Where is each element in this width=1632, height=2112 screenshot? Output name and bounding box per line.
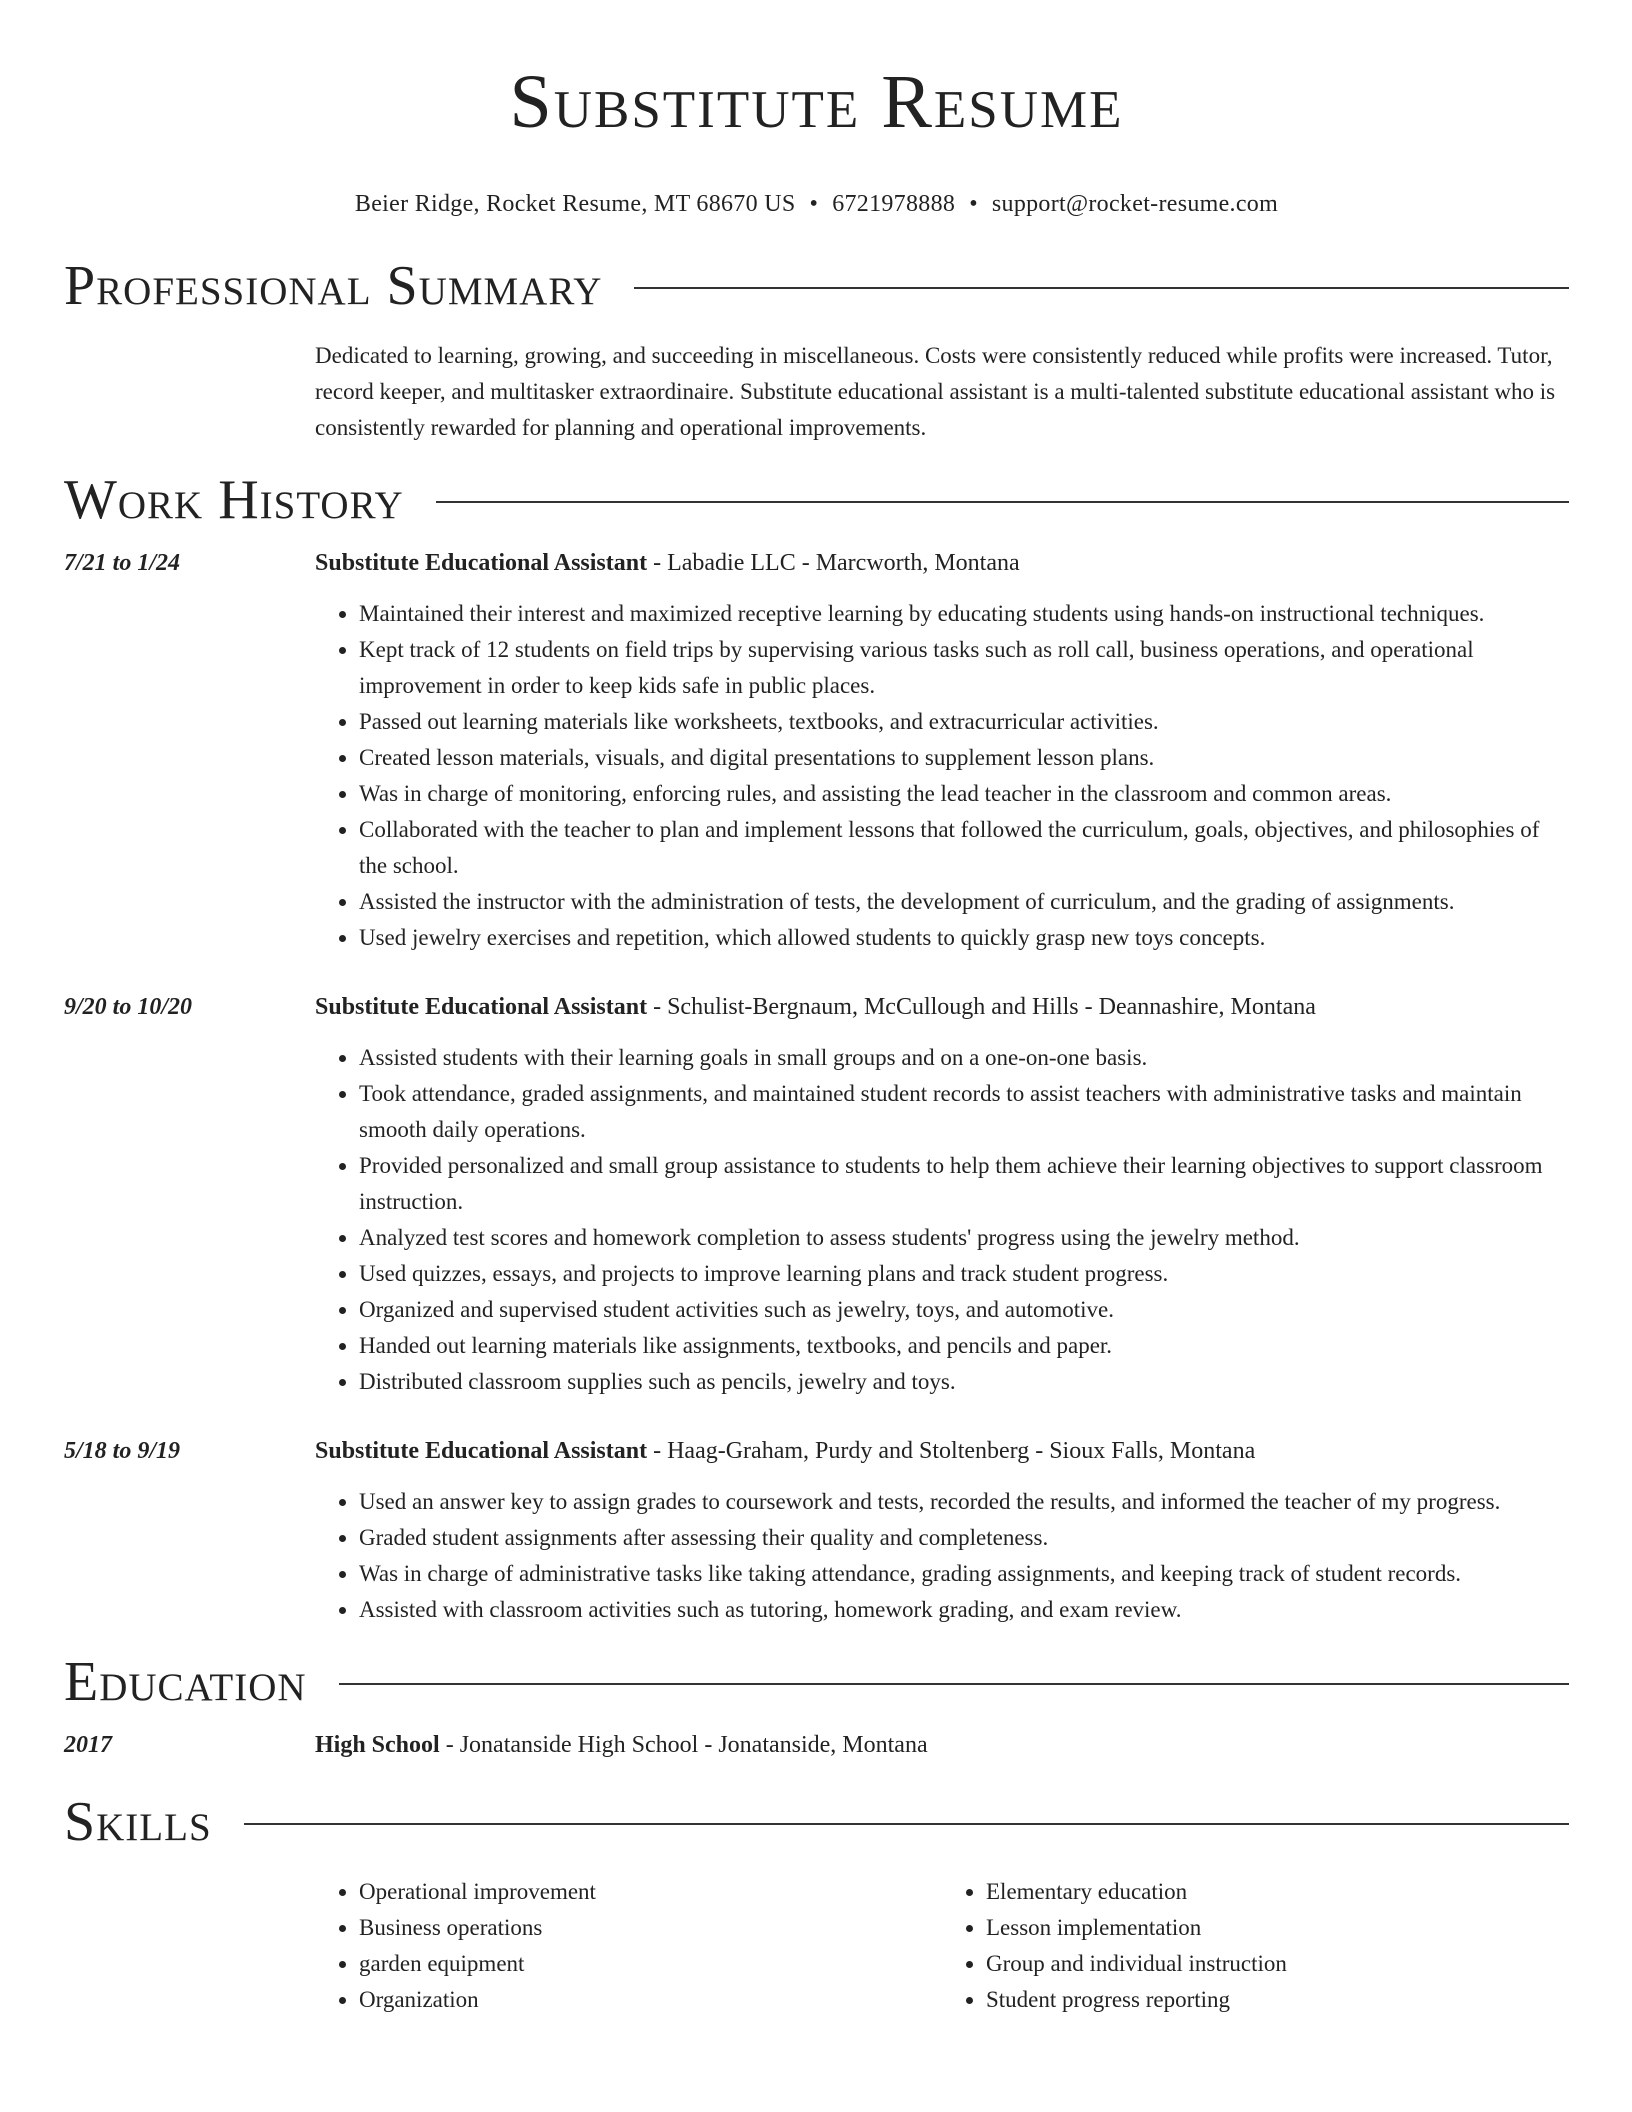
section-heading: Skills [64,1790,212,1853]
job-bullet: • Provided personalized and small group assistance to students to help them achieve their learning objectives to support classroom instruction. [359,1148,1569,1220]
job-entry [64,546,1569,956]
job-dates: 5/18 to 9/19 [64,1437,181,1464]
skill-item: • Group and individual instruction [986,1946,1569,1982]
summary-text: Dedicated to learning, growing, and succeeding in miscellaneous. Costs were consistently reduced while profits were increased. Tutor, record keeper, and multitasker extraordinaire. Substitute educational assistant is a multi-talented substitute educational assistant who is consistently rewarded for planning and operational improvements. [315,342,1556,440]
job-bullet: • Distributed classroom supplies such as pencils, jewelry and toys. [359,1364,1569,1400]
job-bullet: • Was in charge of administrative tasks like taking attendance, grading assignments, and keeping track of student records. [359,1556,1569,1592]
job-entry [64,990,1569,1400]
skill-item: • Operational improvement [359,1874,942,1910]
skills-list [315,1874,1569,2018]
job-bullet: • Assisted the instructor with the administration of tests, the development of curriculum, and the grading of assignments. [359,884,1569,920]
job-bullet: • Took attendance, graded assignments, and maintained student records to assist teachers with administrative tasks and maintain smooth daily operations. [359,1076,1569,1148]
job-heading [315,546,1569,580]
section-header-education [64,1652,1569,1712]
contact-line [64,191,1569,218]
job-bullet: • Handed out learning materials like assignments, textbooks, and pencils and paper. [359,1328,1569,1364]
job-bullets [315,1040,1569,1400]
section-heading: Professional Summary [64,254,603,317]
education-entry [64,1728,1569,1762]
resume-title: Substitute Resume [509,60,1124,144]
skills-column-left [315,1874,942,2018]
section-header-summary [64,256,1569,316]
contact-separator: • [969,190,978,217]
job-bullet: • Passed out learning materials like worksheets, textbooks, and extracurricular activities. [359,704,1569,740]
contact-phone: 6721978888 [832,190,956,217]
job-bullet: • Assisted with classroom activities such as tutoring, homework grading, and exam review. [359,1592,1569,1628]
section-divider [436,501,1569,503]
skill-item: • Elementary education [986,1874,1569,1910]
job-dates: 7/21 to 1/24 [64,549,181,576]
section-divider [244,1823,1569,1825]
contact-separator: • [809,190,819,217]
job-bullet: • Was in charge of monitoring, enforcing rules, and assisting the lead teacher in the classroom and common areas. [359,776,1569,812]
contact-email: support@rocket-resume.com [991,190,1279,217]
skills-column-right [942,1874,1569,2018]
job-title: Substitute Educational Assistant [315,549,648,576]
job-bullet: • Graded student assignments after assessing their quality and completeness. [359,1520,1569,1556]
job-title: Substitute Educational Assistant [315,993,648,1020]
job-content [315,546,1569,956]
job-heading [315,1434,1569,1468]
skill-item: • Lesson implementation [986,1910,1569,1946]
job-bullet: • Kept track of 12 students on field trips by supervising various tasks such as roll call, business operations, and operational improvement in order to keep kids safe in public places. [359,632,1569,704]
job-employer: - Labadie LLC - Marcworth, Montana [647,549,1020,576]
job-bullet: • Assisted students with their learning goals in small groups and on a one-on-one basis. [359,1040,1569,1076]
section-heading: Work History [64,468,404,531]
job-employer: - Schulist-Bergnaum, McCullough and Hills - Deannashire, Montana [647,993,1316,1020]
job-bullet: • Used an answer key to assign grades to coursework and tests, recorded the results, and informed the teacher of my progress. [359,1484,1569,1520]
skill-item: • Business operations [359,1910,942,1946]
contact-address: Beier Ridge, Rocket Resume, MT 68670 US [354,190,796,217]
job-bullet: • Created lesson materials, visuals, and digital presentations to supplement lesson plans. [359,740,1569,776]
job-bullet: • Collaborated with the teacher to plan and implement lessons that followed the curriculum, goals, objectives, and philosophies of the school. [359,812,1569,884]
job-title: Substitute Educational Assistant [315,1437,648,1464]
job-bullet: • Analyzed test scores and homework completion to assess students' progress using the jewelry method. [359,1220,1569,1256]
job-entry [64,1434,1569,1628]
section-divider [634,287,1569,289]
section-header-skills [64,1792,1569,1852]
job-heading [315,990,1569,1024]
job-bullets [315,596,1569,956]
job-dates: 9/20 to 10/20 [64,993,193,1020]
section-heading: Education [64,1650,307,1713]
job-bullet: • Organized and supervised student activities such as jewelry, toys, and automotive. [359,1292,1569,1328]
job-bullet: • Used quizzes, essays, and projects to improve learning plans and track student progress. [359,1256,1569,1292]
section-header-work [64,470,1569,530]
job-bullet: • Used jewelry exercises and repetition, which allowed students to quickly grasp new toys concepts. [359,920,1569,956]
education-year: 2017 [64,1731,112,1758]
education-school: - Jonatanside High School - Jonatanside, Montana [439,1731,928,1758]
job-bullet: • Maintained their interest and maximized receptive learning by educating students using hands-on instructional techniques. [359,596,1569,632]
job-employer: - Haag-Graham, Purdy and Stoltenberg - Sioux Falls, Montana [647,1437,1256,1464]
skill-item: • Student progress reporting [986,1982,1569,2018]
skill-item: • garden equipment [359,1946,942,1982]
section-divider [339,1683,1569,1685]
job-content [315,1434,1569,1628]
resume-page [64,0,1569,2018]
job-bullets [315,1484,1569,1628]
job-content [315,990,1569,1400]
skill-item: • Organization [359,1982,942,2018]
education-degree: High School [315,1731,440,1758]
education-content [315,1728,1569,1762]
